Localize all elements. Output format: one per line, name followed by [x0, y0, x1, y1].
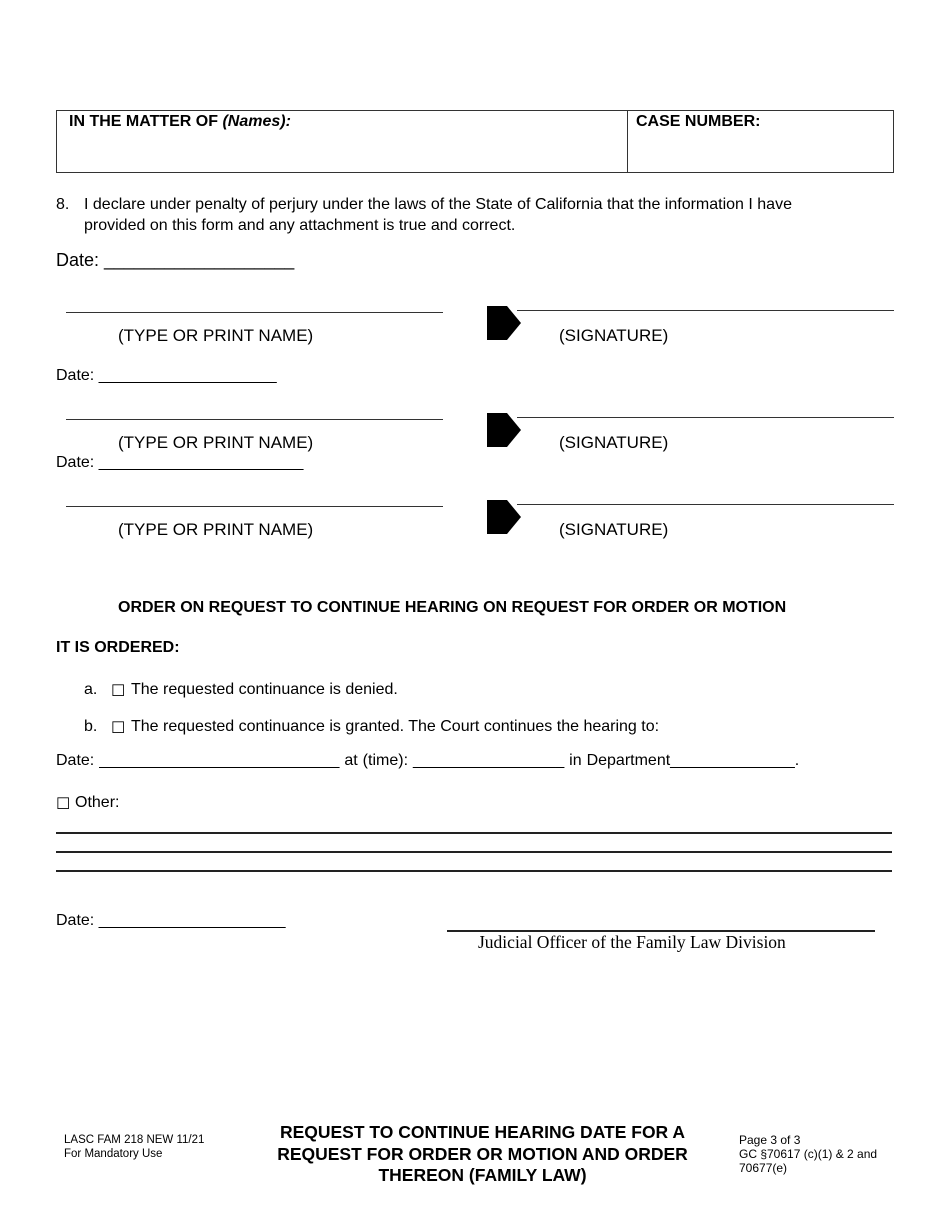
form-title-line-1: REQUEST TO CONTINUE HEARING DATE FOR A [279, 1122, 686, 1142]
type-print-name-label: (TYPE OR PRINT NAME) [118, 433, 314, 452]
option-b-text: The requested continuance is granted. The Court continues the hearing to: [131, 718, 660, 735]
form-title-line-2: REQUEST FOR ORDER OR MOTION AND ORDER [277, 1143, 688, 1164]
it-is-ordered-heading: IT IS ORDERED: [56, 639, 180, 656]
signer-1-date-field[interactable]: Date: ____________________ [56, 367, 277, 384]
declaration-line-1: I declare under penalty of perjury under the laws of the State of California that the information I have [84, 196, 792, 213]
other-line-1[interactable] [56, 832, 892, 834]
sign-here-arrow-icon [487, 306, 521, 340]
name-line-1[interactable] [66, 312, 443, 313]
case-number-label: CASE NUMBER: [636, 113, 761, 130]
hearing-date-line[interactable]: Date: ___________________________ at (time): _________________ in Department______________. [56, 752, 800, 769]
other-label: Other: [75, 794, 120, 811]
option-b-letter: b. [84, 718, 98, 735]
page-info [739, 1133, 877, 1175]
signer-2-date-field[interactable]: Date: _______________________ [56, 454, 304, 471]
order-date-field[interactable]: Date: _____________________ [56, 912, 286, 929]
option-a-text: The requested continuance is denied. [131, 681, 398, 698]
option-b-checkbox[interactable]: ☐ [111, 720, 126, 737]
form-id: LASC FAM 218 NEW 11/21 [64, 1134, 205, 1146]
form-title-line-3: THEREON (FAMILY LAW) [378, 1165, 587, 1185]
matter-label-main: IN THE MATTER OF [69, 113, 223, 130]
form-title [255, 1122, 710, 1187]
order-title: ORDER ON REQUEST TO CONTINUE HEARING ON REQUEST FOR ORDER OR MOTION [118, 599, 787, 616]
signature-line-1[interactable] [517, 310, 894, 311]
code-line-1: GC §70617 (c)(1) & 2 and [739, 1147, 878, 1161]
sign-here-arrow-icon [487, 500, 521, 534]
signature-line-3[interactable] [517, 504, 894, 505]
declaration-line-2: provided on this form and any attachment is true and correct. [84, 217, 516, 234]
signature-line-2[interactable] [517, 417, 894, 418]
other-line-3[interactable] [56, 870, 892, 872]
option-a-letter: a. [84, 681, 98, 698]
judicial-officer-label: Judicial Officer of the Family Law Division [478, 932, 786, 952]
signature-label: (SIGNATURE) [559, 520, 669, 539]
type-print-name-label: (TYPE OR PRINT NAME) [118, 326, 314, 345]
caption-divider [627, 111, 628, 172]
matter-label [69, 113, 291, 131]
sign-here-arrow-icon [487, 413, 521, 447]
page-number: Page 3 of 3 [739, 1133, 801, 1147]
declaration-date-field[interactable]: Date: ___________________ [56, 250, 295, 270]
declaration-number: 8. [56, 196, 70, 213]
name-line-2[interactable] [66, 419, 443, 420]
other-checkbox[interactable]: ☐ [56, 796, 71, 813]
matter-label-names: (Names): [222, 113, 291, 130]
option-a-checkbox[interactable]: ☐ [111, 683, 126, 700]
type-print-name-label: (TYPE OR PRINT NAME) [118, 520, 314, 539]
other-line-2[interactable] [56, 851, 892, 853]
signature-label: (SIGNATURE) [559, 326, 669, 345]
code-line-2: 70677(e) [739, 1161, 788, 1175]
mandatory-use: For Mandatory Use [64, 1148, 163, 1160]
name-line-3[interactable] [66, 506, 443, 507]
signature-label: (SIGNATURE) [559, 433, 669, 452]
